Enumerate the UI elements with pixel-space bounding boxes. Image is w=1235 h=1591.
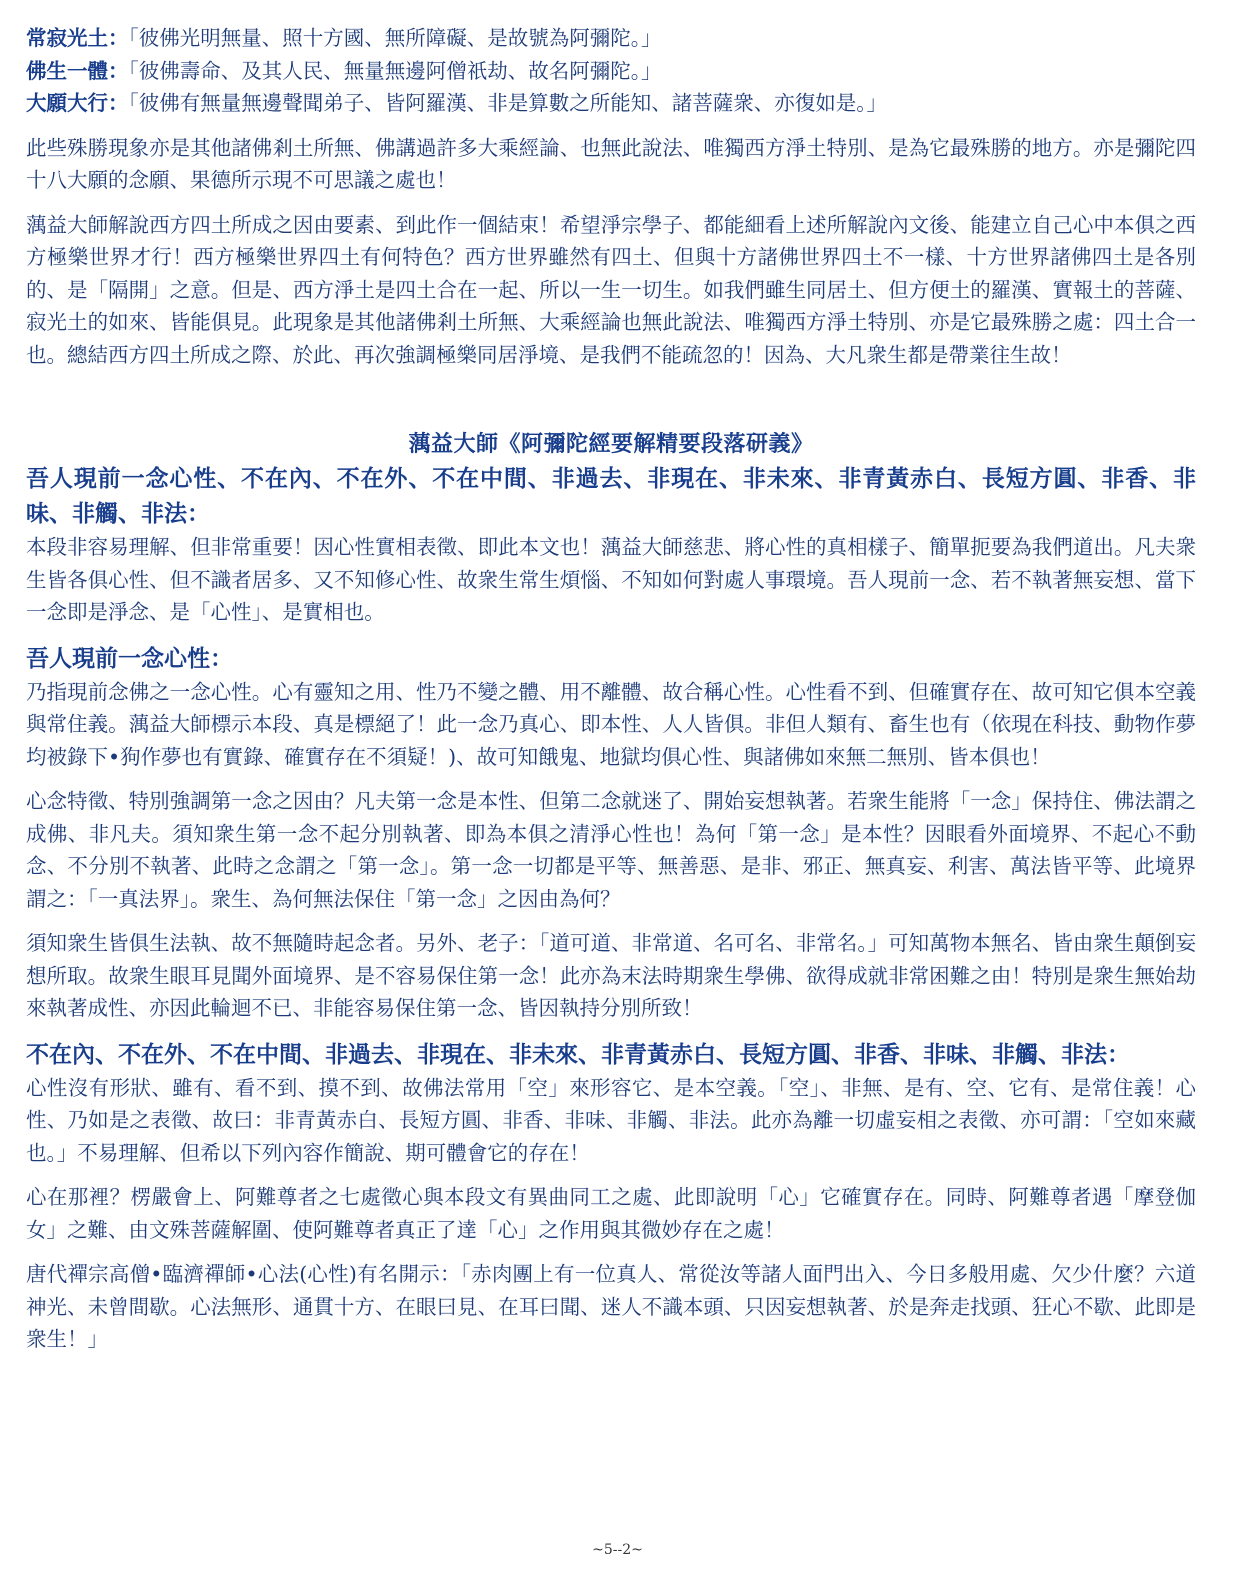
- section-heading: 吾人現前一念心性、不在內、不在外、不在中間、非過去、非現在、非未來、非青黃赤白、長短方圓、非香、非味、非觸、非法：: [26, 465, 1196, 527]
- intro-label: 佛生一體：: [26, 58, 129, 83]
- paragraph: 須知衆生皆俱生法執、故不無隨時起念者。另外、老子：「道可道、非常道、名可名、非常名。」可知萬物本無名、皆由衆生顛倒妄想所取。故衆生眼耳見聞外面境界、是不容易保住第一念！此亦為末法時期衆生學佛、欲得成就非常困難之由！特別是衆生無始劫來執著成性、亦因此輪迴不已、非能容易保住第一念、皆因執持分別所致！: [26, 931, 1196, 1020]
- intro-label: 常寂光土：: [26, 26, 129, 50]
- paragraph: 乃指現前念佛之一念心性。心有靈知之用、性乃不變之體、用不離體、故合稱心性。心性看不到、但確實存在、故可知它俱本空義與常住義。蕅益大師標示本段、真是標絕了！此一念乃真心、即本性、人人皆俱。非但人類有、畜生也有（依現在科技、動物作夢均被錄下•狗作夢也有實錄、確實存在不須疑！)、故可知餓鬼、地獄均俱心性、與諸佛如來無二無別、皆本俱也！: [26, 679, 1196, 769]
- paragraph: 心念特徵、特別強調第一念之因由？凡夫第一念是本性、但第二念就迷了、開始妄想執著。若衆生能將「一念」保持住、佛法謂之成佛、非凡夫。須知衆生第一念不起分別執著、即為本俱之清淨心性也！為何「第一念」是本性？因眼看外面境界、不起心不動念、不分別不執著、此時之念謂之「第一念」。第一念一切都是平等、無善惡、是非、邪正、無真妄、利害、萬法皆平等、此境界謂之：「一真法界」。衆生、為何無法保住「第一念」之因由為何？: [26, 789, 1196, 911]
- paragraph: 心在那裡？楞嚴會上、阿難尊者之七處徵心與本段文有異曲同工之處、此即說明「心」它確實存在。同時、阿難尊者遇「摩登伽女」之難、由文殊菩薩解圍、使阿難尊者真正了達「心」之作用與其微妙存在之處！: [26, 1185, 1196, 1242]
- document-page: [26, 22, 1196, 1356]
- paragraph: 唐代禪宗高僧•臨濟禪師•心法(心性)有名開示：「赤肉團上有一位真人、常從汝等諸人面門出入、今日多般用處、欠少什麼？六道神光、未曾間歇。心法無形、通貫十方、在眼曰見、在耳曰聞、迷人不識本頭、只因妄想執著、於是奔走找頭、狂心不歇、此即是衆生！」: [26, 1262, 1196, 1351]
- intro-text: 「彼佛光明無量、照十方國、無所障礙、是故號為阿彌陀。」: [128, 26, 662, 50]
- section-heading: 吾人現前一念心性：: [26, 644, 233, 672]
- page-number: ~5--2~: [592, 1542, 643, 1558]
- paragraph: 心性沒有形狀、雖有、看不到、摸不到、故佛法常用「空」來形容它、是本空義。「空」、非無、是有、空、它有、是常住義！心性、乃如是之表徵、故曰：非青黃赤白、長短方圓、非香、非味、非觸、非法。此亦為離一切虛妄相之表徵、亦可謂：「空如來藏也。」不易理解、但希以下列內容作簡說、期可體會它的存在！: [26, 1075, 1196, 1165]
- intro-label: 大願大行：: [26, 91, 129, 115]
- intro-text: 「彼佛有無量無邊聲聞弟子、皆阿羅漢、非是算數之所能知、諸菩薩衆、亦復如是。」: [128, 91, 887, 115]
- paragraph: 此些殊勝現象亦是其他諸佛剎土所無、佛講過許多大乘經論、也無此說法、唯獨西方淨土特別、是為它最殊勝的地方。亦是彌陀四十八大願的念願、果德所示現不可思議之處也！: [26, 135, 1196, 192]
- intro-line-1: [26, 22, 1196, 55]
- section-title: 蕅益大師《阿彌陀經要解精要段落研義》: [408, 431, 814, 457]
- section-heading: 不在內、不在外、不在中間、非過去、非現在、非未來、非青黃赤白、長短方圓、非香、非味、非觸、非法：: [26, 1040, 1130, 1068]
- intro-line-2: [26, 55, 1196, 88]
- paragraph: 蕅益大師解說西方四土所成之因由要素、到此作一個結束！希望淨宗學子、都能細看上述所解說內文後、能建立自己心中本俱之西方極樂世界才行！西方極樂世界四土有何特色？西方世界雖然有四土、但與十方諸佛世界四土不一樣、十方世界諸佛四土是各別的、是「隔開」之意。但是、西方淨土是四土合在一起、所以一生一切生。如我們雖生同居土、但方便土的羅漢、實報土的菩薩、寂光土的如來、皆能俱見。此現象是其他諸佛剎土所無、大乘經論也無此說法、唯獨西方淨土特別、亦是它最殊勝之處：四土合一也。總結西方四土所成之際、於此、再次強調極樂同居淨境、是我們不能疏忽的！因為、大凡衆生都是帶業往生故！: [26, 212, 1196, 367]
- paragraph: 本段非容易理解、但非常重要！因心性實相表徵、即此本文也！蕅益大師慈悲、將心性的真相樣子、簡單扼要為我們道出。凡夫衆生皆各俱心性、但不識者居多、又不知修心性、故衆生常生煩惱、不知如何對處人事環境。吾人現前一念、若不執著無妄想、當下一念即是淨念、是「心性」、是實相也。: [26, 535, 1196, 624]
- intro-line-3: [26, 87, 1196, 120]
- intro-text: 「彼佛壽命、及其人民、無量無邊阿僧祇劫、故名阿彌陀。」: [128, 58, 662, 83]
